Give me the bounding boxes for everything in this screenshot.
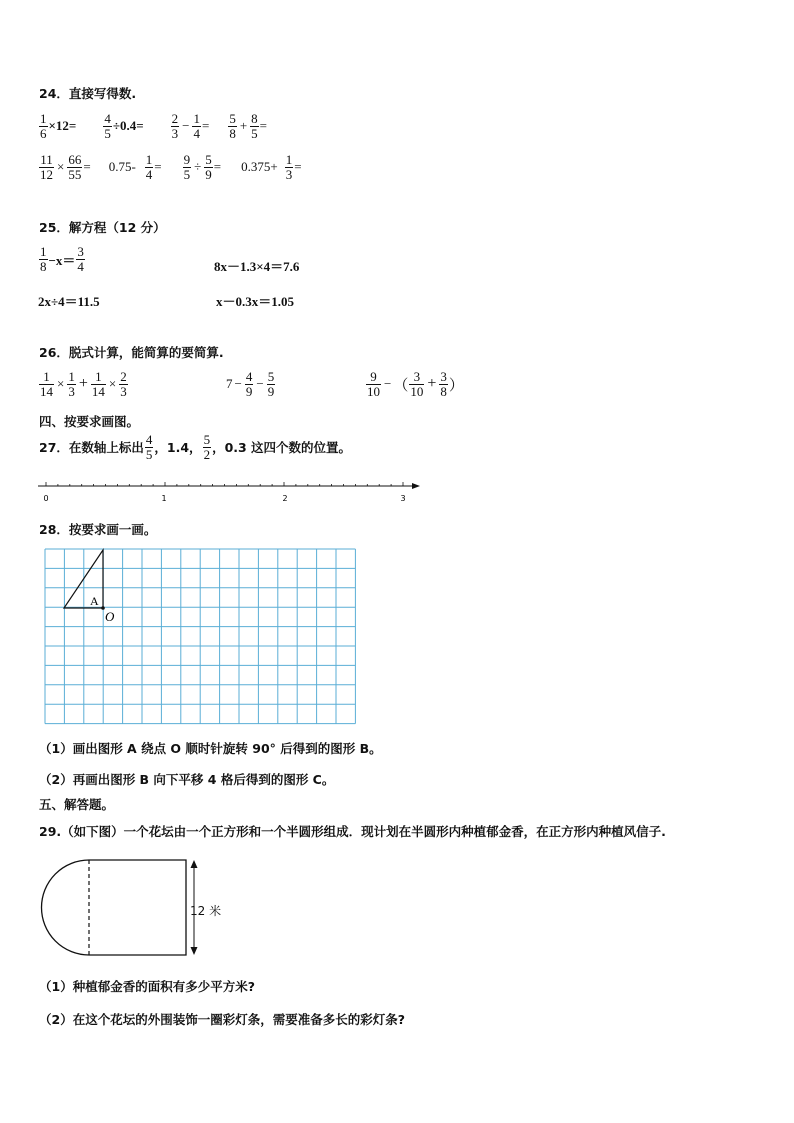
fraction: $\frac{4}{9}$ <box>245 369 253 399</box>
tick-label-3: 3 <box>400 494 406 503</box>
operator: + <box>239 118 248 134</box>
q29-title: 29.（如下图）一个花坛由一个正方形和一个半圆形组成．现计划在半圆形内种植郁金香，在正方形内种植风信子. <box>39 824 666 839</box>
fraction: $\frac{2}{3}$ <box>120 369 127 399</box>
expr-text: 27．在数轴上标出 <box>39 440 144 456</box>
expr-text: ，0.3 这四个数的位置。 <box>212 440 352 456</box>
expr-text: −x＝ <box>48 252 76 268</box>
fraction: $\frac{1}{14}$ <box>40 369 53 399</box>
q25-title: 25．解方程（12 分） <box>39 220 166 235</box>
fraction: $\frac{11}{12}$ <box>40 152 53 182</box>
fraction: $\frac{8}{5}$ <box>251 111 258 141</box>
grid-figure <box>44 548 358 726</box>
fraction: $\frac{2}{3}$ <box>171 111 179 141</box>
q24-row1 <box>38 112 267 140</box>
expr-text: = <box>201 118 210 134</box>
number-line <box>34 476 426 506</box>
expr-text: = <box>213 159 222 175</box>
fraction: $\frac{5}{9}$ <box>267 369 275 399</box>
q25-eq2: 8x－1.3×4＝7.6 <box>214 259 300 274</box>
q25-eq4: x－0.3x＝1.05 <box>216 294 295 309</box>
fraction: $\frac{4}{5}$ <box>145 432 153 462</box>
arrow-up-icon <box>191 860 198 868</box>
fraction: $\frac{1}{3}$ <box>285 152 293 182</box>
expr-text: = <box>154 159 162 175</box>
q26-expr2: 7 − $\frac{4}{9}$ − $\frac{5}{9}$ <box>226 369 275 399</box>
fraction: $\frac{1}{4}$ <box>193 111 200 141</box>
q25-eq3: 2x÷4＝11.5 <box>38 294 100 309</box>
q26-expr3: $\frac{9}{10}$ − （ $\frac{3}{10}$ + $\frac{3}{8}$ ） <box>367 369 464 399</box>
q29-part1: （1）种植郁金香的面积有多少平方米? <box>39 979 255 994</box>
label-a: A <box>90 594 99 608</box>
fraction: $\frac{3}{10}$ <box>410 369 424 399</box>
operator: ÷ <box>194 159 202 175</box>
q26-title: 26．脱式计算，能简算的要简算. <box>39 345 224 360</box>
q28-part2: （2）再画出图形 B 向下平移 4 格后得到的图形 C。 <box>39 772 335 787</box>
garden-outline <box>42 860 187 955</box>
dimension-label: 12 米 <box>190 904 222 918</box>
expr-text: 0.375+ <box>241 159 278 175</box>
fraction: $\frac{9}{5}$ <box>183 152 191 182</box>
arrow-right-icon <box>412 483 420 489</box>
label-o: O <box>105 609 115 624</box>
q28-part1: （1）画出图形 A 绕点 O 顺时针旋转 90° 后得到的图形 B。 <box>39 741 382 756</box>
section-5-heading: 五、解答题。 <box>39 797 115 812</box>
fraction: $\frac{3}{8}$ <box>440 369 447 399</box>
q27-text <box>39 433 351 461</box>
fraction: $\frac{1}{3}$ <box>68 369 75 399</box>
expr-text: 7 <box>226 376 233 392</box>
q28-title: 28．按要求画一画。 <box>39 522 157 537</box>
section-4-heading: 四、按要求画图。 <box>39 414 140 429</box>
expr-text: = <box>294 159 302 175</box>
fraction: $\frac{1}{6}$ <box>40 111 47 141</box>
expr-text: ，1.4， <box>154 440 202 456</box>
fraction: $\frac{5}{9}$ <box>205 152 212 182</box>
fraction: $\frac{5}{8}$ <box>229 111 236 141</box>
tick-label-1: 1 <box>161 494 167 503</box>
fraction: $\frac{66}{55}$ <box>68 152 82 182</box>
q25-eq1 <box>38 245 86 273</box>
expr-text: = <box>259 118 267 134</box>
expr-text: ×12= <box>48 118 77 134</box>
operator: × <box>57 159 65 175</box>
fraction: $\frac{9}{10}$ <box>367 369 380 399</box>
fraction: $\frac{3}{4}$ <box>77 244 84 274</box>
q24-title: 24．直接写得数. <box>39 86 137 101</box>
q24-row2 <box>38 153 302 181</box>
operator: − <box>182 118 190 134</box>
q26-expr1: $\frac{1}{14}$ × $\frac{1}{3}$ + $\frac{1}{14}$ × $\frac{2}{3}$ <box>40 369 127 399</box>
expr-text: 0.75- <box>108 159 136 175</box>
q29-part2: （2）在这个花坛的外围装饰一圈彩灯条，需要准备多长的彩灯条? <box>39 1012 405 1027</box>
fraction: $\frac{1}{8}$ <box>40 244 47 274</box>
fraction: $\frac{1}{4}$ <box>145 152 153 182</box>
expr-text: = <box>83 159 91 175</box>
tick-label-2: 2 <box>282 494 288 503</box>
fraction: $\frac{1}{14}$ <box>91 369 105 399</box>
expr-text: ÷0.4= <box>112 118 144 134</box>
fraction: $\frac{5}{2}$ <box>203 432 211 462</box>
arrow-down-icon <box>191 947 198 955</box>
tick-label-0: 0 <box>43 494 49 503</box>
grid-lines <box>45 549 355 724</box>
fraction: $\frac{4}{5}$ <box>104 111 111 141</box>
